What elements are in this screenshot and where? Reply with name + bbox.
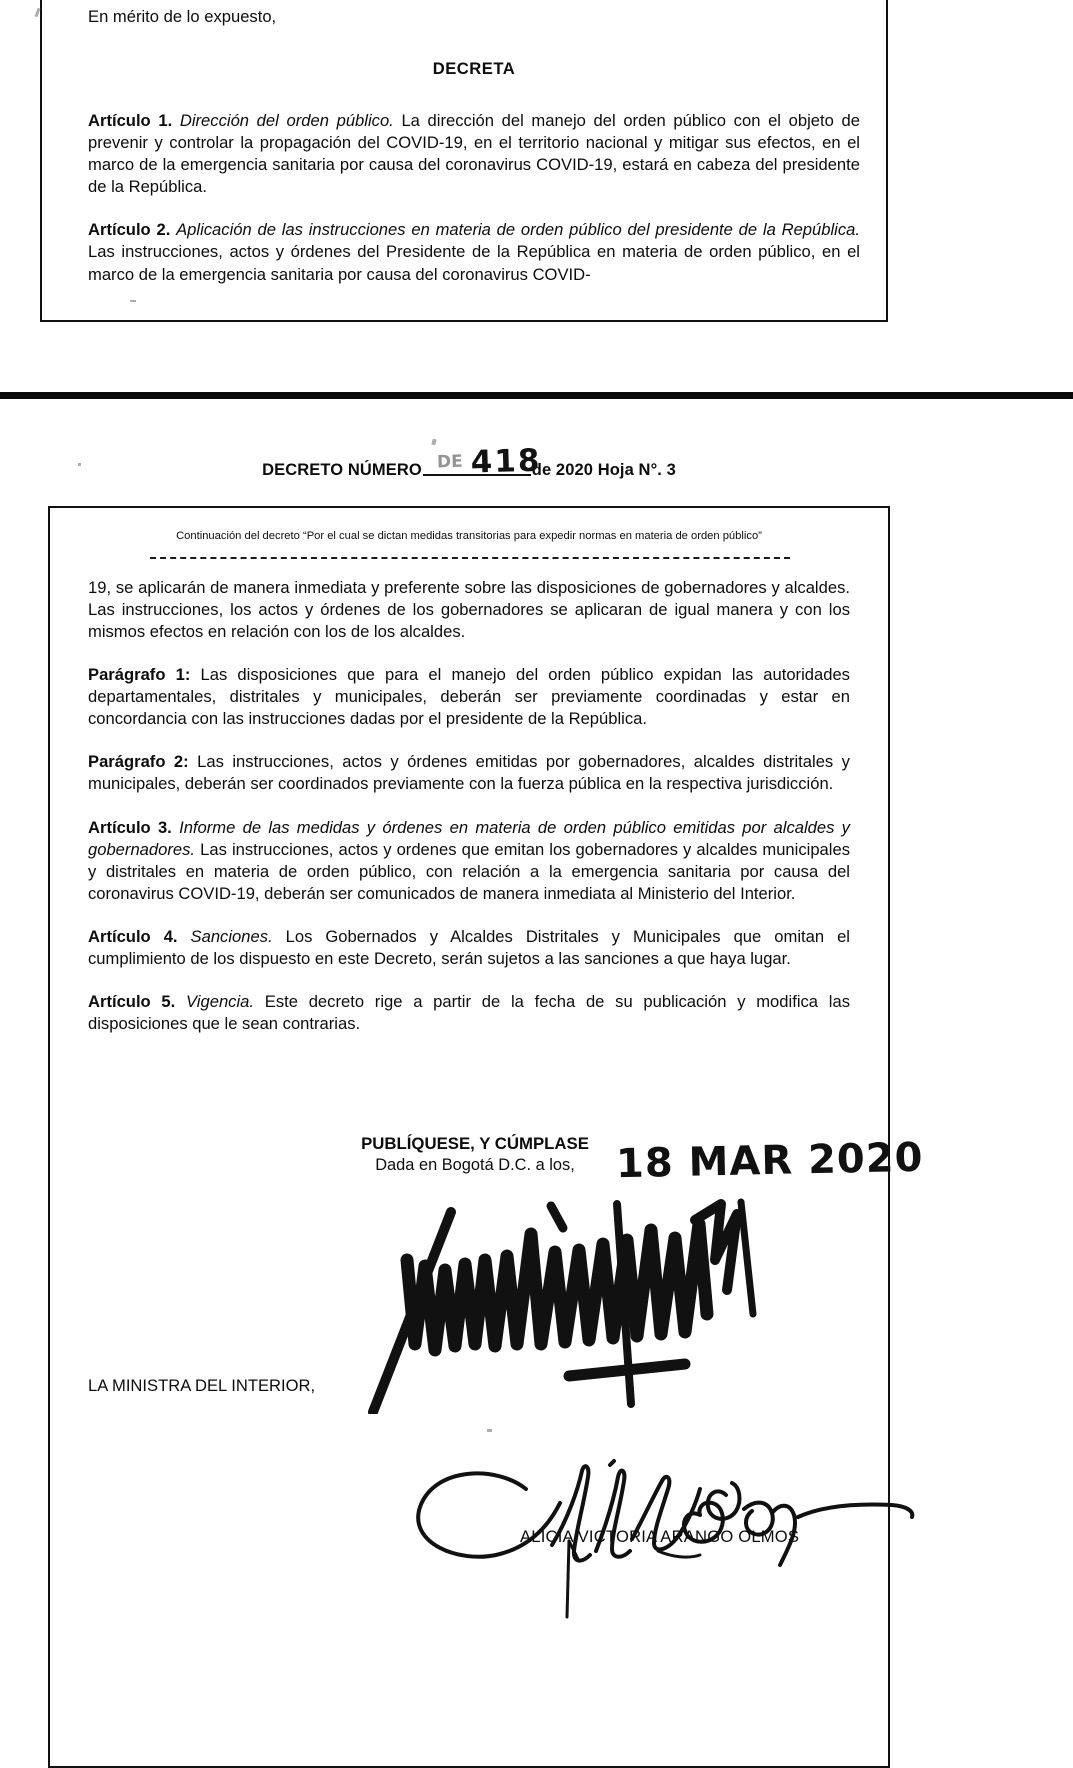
decree-number-stamp xyxy=(436,443,541,482)
scan-edge-band xyxy=(0,392,1073,399)
article-5-title: Vigencia. xyxy=(186,991,254,1011)
intro-line: En mérito de lo expuesto, xyxy=(88,7,277,26)
article-5-number: Artículo 5. xyxy=(88,991,176,1011)
article-4-title: Sanciones. xyxy=(190,926,273,946)
paragrafo-2-paragraph xyxy=(88,751,850,795)
continuation-note: Continuación del decreto “Por el cual se dictan medidas transitorias para expedir normas en materia de orden público” xyxy=(176,530,762,542)
article-2-title: Aplicación de las instrucciones en materia de orden público del presidente de la República. xyxy=(176,220,860,240)
decree-number-stamp-ghost: DE xyxy=(436,451,463,473)
paragrafo-2-text: Las instrucciones, actos y órdenes emitidas por gobernadores, alcaldes distritales y municipales, deberán ser coordinados previamente con la fuerza pública en la respectiva jurisdicción. xyxy=(88,752,850,794)
article-5-paragraph xyxy=(88,991,850,1035)
decree-header xyxy=(48,442,890,481)
paragrafo-1-number: Parágrafo 1: xyxy=(88,665,191,685)
article-1-number: Artículo 1. xyxy=(88,111,173,131)
dada-en-line: Dada en Bogotá D.C. a los, xyxy=(375,1156,575,1174)
article-4-paragraph xyxy=(88,926,850,970)
closing-formula xyxy=(330,1134,620,1175)
paragrafo-1-paragraph xyxy=(88,664,850,730)
decree-number-label: DECRETO NÚMERO xyxy=(262,461,422,479)
scanned-page-fragment-top xyxy=(0,0,1073,330)
article-1-title: Dirección del orden público. xyxy=(179,111,394,131)
publiquese-line: PUBLÍQUESE, Y CÚMPLASE xyxy=(361,1134,589,1153)
article-5-text: Este decreto rige a partir de la fecha de su publicación y modifica las disposiciones que le sean contrarias. xyxy=(88,991,850,1033)
scanned-page-fragment-bottom xyxy=(0,399,1073,1766)
minister-role-label: LA MINISTRA DEL INTERIOR, xyxy=(88,1376,316,1395)
article-3-paragraph xyxy=(88,817,850,905)
article-3-title: Informe de las medidas y órdenes en materia de orden público emitidas por alcaldes y gobernadores. xyxy=(88,817,850,859)
date-stamp: 18 MAR 2020 xyxy=(615,1134,924,1188)
article-3-text: Las instrucciones, actos y ordenes que emitan los gobernadores y alcaldes municipales y distritales en materia de orden público, con relación a la emergencia sanitaria por causa del coronavirus COVID-19, deberán ser comunicados de manera inmediata al Ministerio del Interior. xyxy=(88,839,850,903)
scan-artifact-speck xyxy=(78,463,81,466)
article-1-paragraph xyxy=(88,110,860,198)
decree-number-stamp-value: 418 xyxy=(470,442,542,481)
article-4-number: Artículo 4. xyxy=(88,926,178,946)
continued-paragraph: 19, se aplicarán de manera inmediata y preferente sobre las disposiciones de gobernadores y alcaldes. Las instrucciones, los actos y órdenes de los gobernadores se aplicaran de igual manera y con los mismos efectos en relación con los de los alcaldes. xyxy=(88,578,850,642)
decree-number-blank-rule xyxy=(423,442,542,481)
scan-artifact-speck xyxy=(487,1429,492,1432)
article-2-number: Artículo 2. xyxy=(88,220,171,240)
decreta-heading: DECRETA xyxy=(432,59,516,79)
article-1-text: La dirección del manejo del orden público con el objeto de prevenir y controlar la propagación del COVID-19, en el territorio nacional y mitigar sus efectos, en el marco de la emergencia sanitaria por causa del coronavirus COVID-19, estará en cabeza del presidente de la República. xyxy=(88,111,860,197)
page-two-text-column xyxy=(88,577,850,1035)
paragrafo-1-text: Las disposiciones que para el manejo del orden público expidan las autoridades departamentales, distritales y municipales, deberán ser previamente coordinadas y estar en concordancia con las instrucciones dadas por el presidente de la República. xyxy=(88,665,850,729)
scan-artifact-speck xyxy=(130,300,136,302)
paragrafo-2-number: Parágrafo 2: xyxy=(88,752,189,772)
decree-header-suffix: de 2020 Hoja N°. 3 xyxy=(531,461,676,479)
continuation-divider xyxy=(150,557,790,559)
article-4-text: Los Gobernados y Alcaldes Distritales y Municipales que omitan el cumplimiento de los dispuesto en este Decreto, serán sujetos a las sanciones a que haya lugar. xyxy=(88,926,850,968)
article-2-text: Las instrucciones, actos y órdenes del Presidente de la República en materia de orden público, en el marco de la emergencia sanitaria por causa del coronavirus COVID- xyxy=(88,242,860,284)
minister-name: ALICIA VICTORIA ARANGO OLMOS xyxy=(520,1527,800,1546)
article-2-paragraph xyxy=(88,219,860,285)
article-3-number: Artículo 3. xyxy=(88,817,172,837)
page-one-text-column xyxy=(88,0,860,286)
